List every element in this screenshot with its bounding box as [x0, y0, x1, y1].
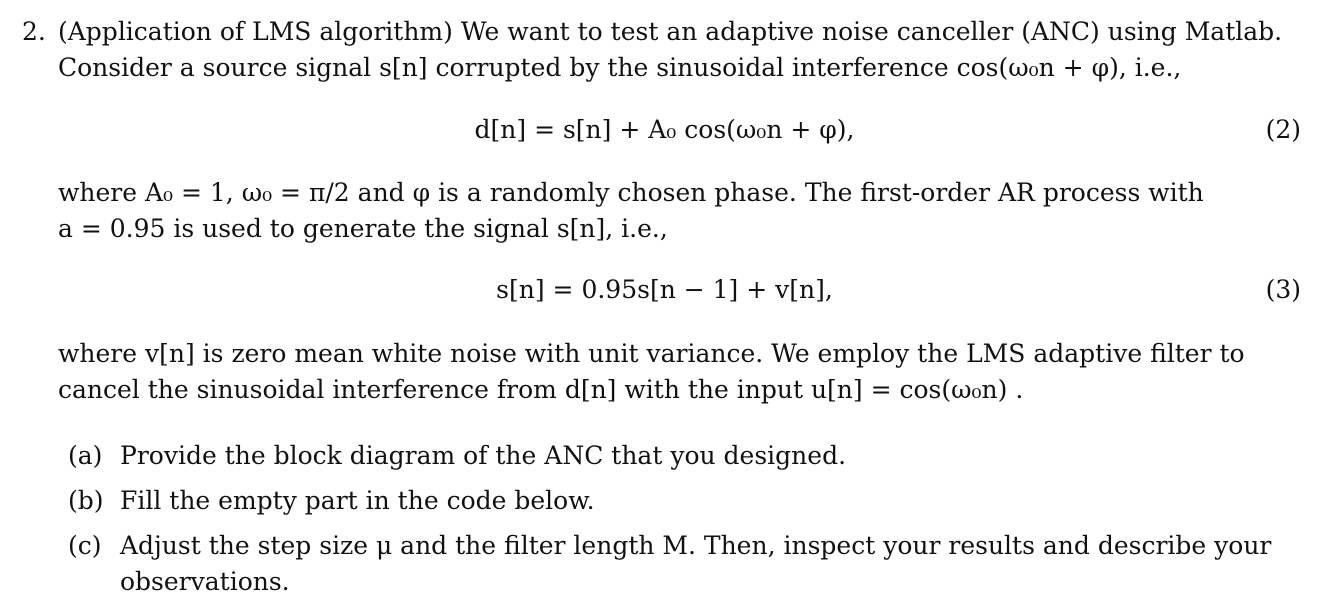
- item-c-label: (c): [68, 531, 102, 560]
- intro-line-1: (Application of LMS algorithm) We want to test an adaptive noise canceller (ANC) using Matlab.: [58, 17, 1283, 46]
- equation-2-number: (2): [1265, 115, 1301, 144]
- equation-3-number: (3): [1265, 275, 1301, 304]
- item-a-text: Provide the block diagram of the ANC that you designed.: [120, 441, 847, 470]
- item-a-label: (a): [68, 441, 103, 470]
- para3-line-2: cancel the sinusoidal interference from d[n] with the input u[n] = cos(ω₀n) .: [58, 375, 1024, 404]
- equation-3: s[n] = 0.95s[n − 1] + v[n],: [496, 275, 833, 304]
- para2-line-2: a = 0.95 is used to generate the signal s[n], i.e.,: [58, 214, 668, 243]
- item-b-label: (b): [68, 486, 104, 515]
- list-item-b: [68, 483, 1298, 519]
- paragraph-ar-process: [58, 175, 1308, 247]
- para3-line-1: where v[n] is zero mean white noise with unit variance. We employ the LMS adaptive filter to: [58, 339, 1245, 368]
- item-c-text: Adjust the step size μ and the filter length M. Then, inspect your results and describe your observations.: [120, 531, 1272, 596]
- list-item-c: [68, 528, 1298, 600]
- paragraph-lms: [58, 336, 1308, 408]
- para2-line-1: where A₀ = 1, ω₀ = π/2 and φ is a randomly chosen phase. The first-order AR process with: [58, 178, 1204, 207]
- intro-line-2: Consider a source signal s[n] corrupted by the sinusoidal interference cos(ω₀n + φ), i.e.,: [58, 53, 1182, 82]
- item-b-text: Fill the empty part in the code below.: [120, 486, 595, 515]
- equation-2: d[n] = s[n] + A₀ cos(ω₀n + φ),: [474, 115, 855, 144]
- list-item-a: [68, 438, 1298, 474]
- problem-intro: [58, 14, 1308, 86]
- problem-number: 2.: [22, 17, 46, 46]
